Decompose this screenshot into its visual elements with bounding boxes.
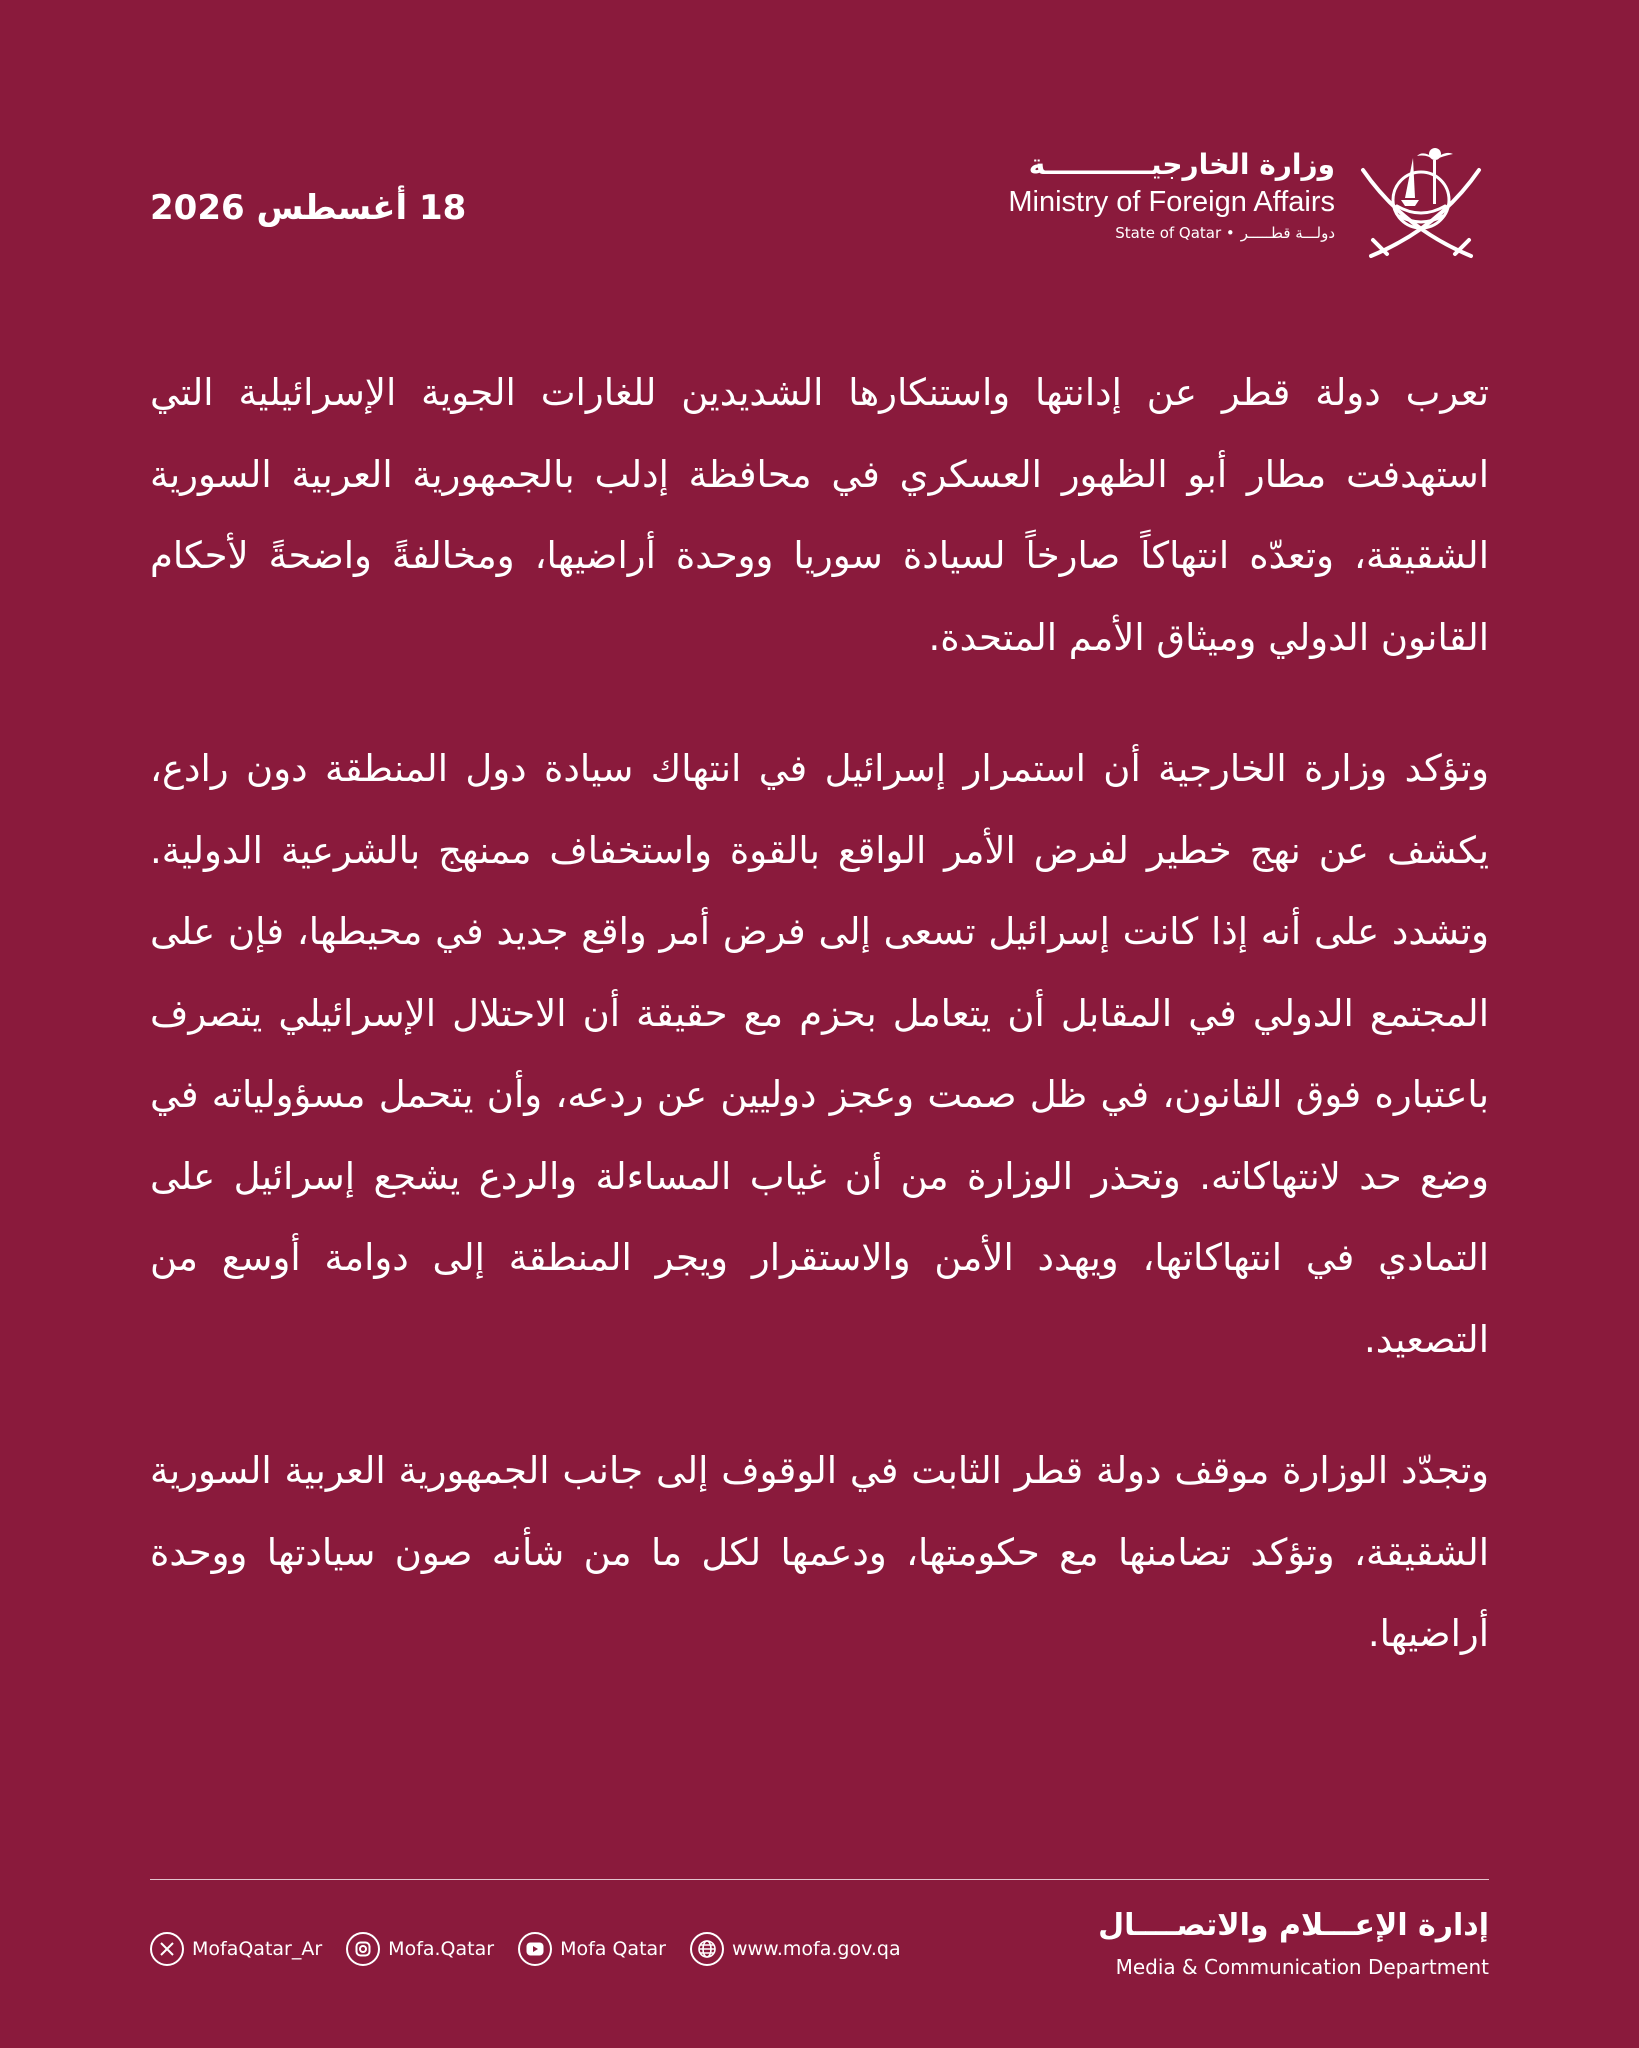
globe-icon xyxy=(690,1932,724,1966)
ministry-name-en: Ministry of Foreign Affairs xyxy=(1008,186,1335,218)
statement-body xyxy=(150,352,1489,1725)
footer-divider xyxy=(150,1879,1489,1880)
statement-paragraph: وتؤكد وزارة الخارجية أن استمرار إسرائيل في انتهاك سيادة دول المنطقة دون رادع، يكشف عن نهج خطير لفرض الأمر الواقع بالقوة واستخفاف ممنهج بالشرعية الدولية. وتشدد على أنه إذا كانت إسرائيل تسعى إلى فرض أمر واقع جديد في محيطها، فإن على المجتمع الدولي في المقابل أن يتعامل بحزم مع حقيقة أن الاحتلال الإسرائيلي يتصرف باعتباره فوق القانون، في ظل صمت وعجز دوليين عن ردعه، وأن يتحمل مسؤولياته في وضع حد لانتهاكاته. وتحذر الوزارة من أن غياب المساءلة والردع يشجع إسرائيل على التمادي في انتهاكاتها، ويهدد الأمن والاستقرار ويجر المنطقة إلى دوامة أوسع من التصعيد. xyxy=(150,747,1489,1361)
statement-paragraph: تعرب دولة قطر عن إدانتها واستنكارها الشديدين للغارات الجوية الإسرائيلية التي استهدفت مطار أبو الظهور العسكري في محافظة إدلب بالجمهورية العربية السورية الشقيقة، وتعدّه انتهاكاً صارخاً لسيادة سوريا ووحدة أراضيها، ومخالفةً واضحةً لأحكام القانون الدولي وميثاق الأمم المتحدة. xyxy=(150,371,1489,659)
department-name-ar: إدارة الإعـــلام والاتصــــال xyxy=(1098,1908,1489,1943)
department-name-en: Media & Communication Department xyxy=(1115,1955,1489,1979)
instagram-icon xyxy=(346,1932,380,1966)
youtube-icon xyxy=(518,1932,552,1966)
state-name-en: State of Qatar • xyxy=(1115,224,1235,242)
ministry-name-block xyxy=(1008,146,1335,246)
social-website-label: www.mofa.gov.qa xyxy=(731,1938,901,1960)
ministry-name-ar: وزارة الخارجيـــــــــــة xyxy=(1028,148,1335,181)
social-x[interactable] xyxy=(150,1932,322,1966)
statement-paragraph: وتجدّد الوزارة موقف دولة قطر الثابت في الوقوف إلى جانب الجمهورية العربية السورية الشقيقة، وتؤكد تضامنها مع حكومتها، ودعمها لكل ما من شأنه صون سيادتها ووحدة أراضيها. xyxy=(150,1449,1489,1655)
ministry-brand xyxy=(1008,128,1489,264)
social-x-label: MofaQatar_Ar xyxy=(192,1938,323,1960)
qatar-emblem-icon xyxy=(1353,128,1489,264)
state-name-ar: دولـــة قطـــــر xyxy=(1240,224,1335,242)
social-website[interactable] xyxy=(690,1932,901,1966)
department-block xyxy=(1098,1902,1489,1984)
state-line xyxy=(1115,220,1335,246)
social-instagram-label: Mofa.Qatar xyxy=(388,1938,495,1960)
social-youtube[interactable] xyxy=(518,1932,666,1966)
social-youtube-label: Mofa Qatar xyxy=(560,1938,666,1960)
x-icon xyxy=(150,1932,184,1966)
statement-date: 18 أغسطس 2026 xyxy=(150,188,467,228)
footer xyxy=(150,1902,1489,1992)
social-links xyxy=(150,1932,901,1966)
header xyxy=(150,128,1489,268)
social-instagram[interactable] xyxy=(346,1932,494,1966)
